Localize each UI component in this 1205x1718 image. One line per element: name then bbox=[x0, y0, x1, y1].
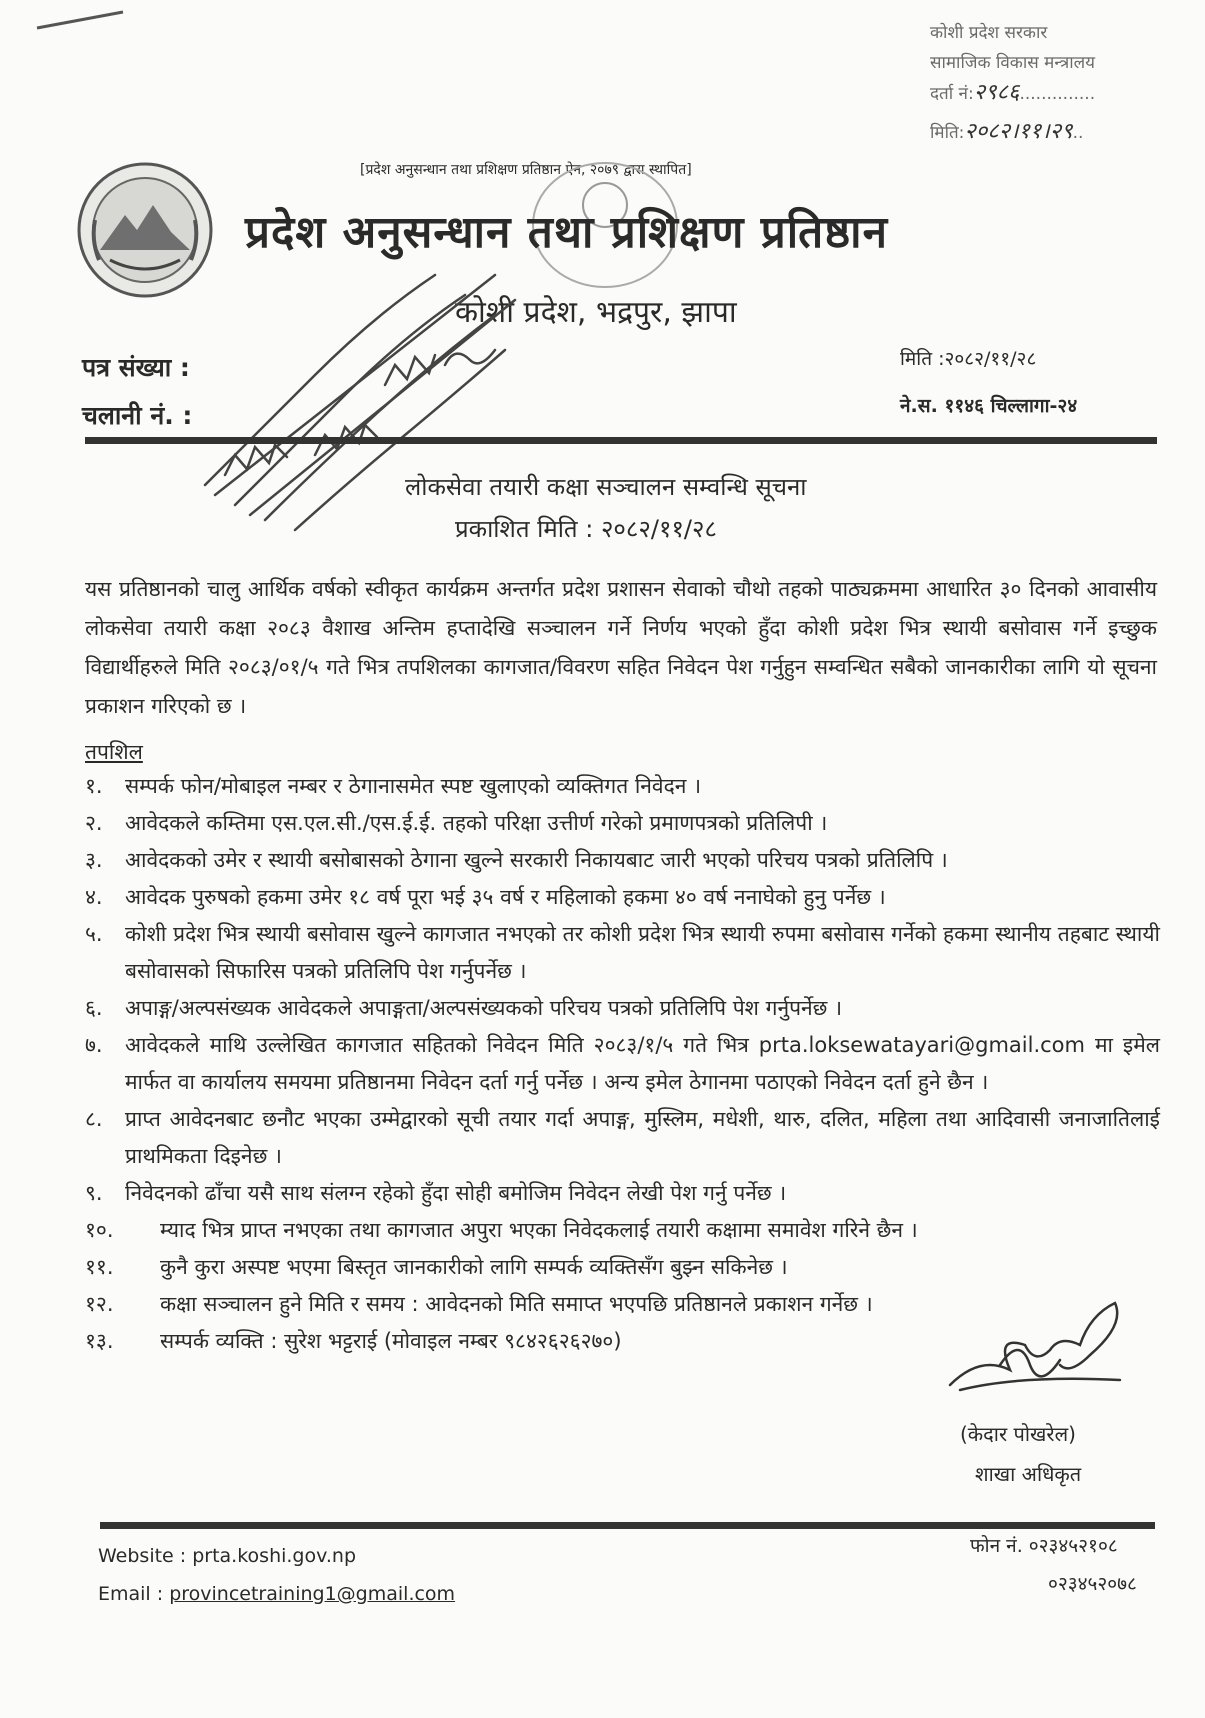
chalani-label: चलानी नं. : bbox=[82, 401, 193, 430]
signatory-name: (केदार पोखरेल) bbox=[960, 1422, 1076, 1446]
letter-date: मिति :२०८२/११/२८ bbox=[900, 348, 1037, 370]
item-number: २. bbox=[85, 811, 103, 835]
item-number: १३. bbox=[85, 1329, 114, 1353]
notice-subject: लोकसेवा तयारी कक्षा सञ्चालन सम्वन्धि सूचना bbox=[405, 473, 807, 501]
item-number: ९. bbox=[85, 1181, 103, 1205]
item-number: ५. bbox=[85, 922, 103, 946]
list-item bbox=[85, 1249, 1160, 1286]
item-text: म्याद भित्र प्राप्त नभएका तथा कागजात अपुरा भएका निवेदकलाई तयारी कक्षामा समावेश गरिने छैन । bbox=[160, 1218, 918, 1242]
list-item bbox=[85, 805, 1160, 842]
stamp-darta-label: दर्ता नं: bbox=[930, 84, 974, 104]
requirements-list bbox=[85, 768, 1160, 1360]
stamp-darta: दर्ता नं:२९८६.............. bbox=[930, 80, 1096, 105]
notice-body: यस प्रतिष्ठानको चालु आर्थिक वर्षको स्वीकृत कार्यक्रम अन्तर्गत प्रदेश प्रशासन सेवाको चौथो तहको पाठ्यक्रममा आधारित ३० दिनको आवासीय लोकसेवा तयारी कक्षा २०८३ वैशाख अन्तिम हप्तादेखि सञ्चालन गर्ने निर्णय भएको हुँदा कोशी प्रदेश भित्र स्थायी बसोवास गर्ने इच्छुक विद्यार्थीहरुले मिति २०८३/०१/५ गते भित्र तपशिलका कागजात/विवरण सहित निवेदन पेश गर्नुहुन सम्वन्धित सबैको जानकारीका लागि यो सूचना प्रकाशन गरिएको छ । bbox=[85, 577, 1157, 718]
list-item bbox=[85, 1027, 1160, 1101]
item-text: अपाङ्ग/अल्पसंख्यक आवेदकले अपाङ्गता/अल्पसंख्यकको परिचय पत्रको प्रतिलिपि पेश गर्नुपर्नेछ । bbox=[125, 996, 843, 1020]
list-item bbox=[85, 879, 1160, 916]
list-item bbox=[85, 1212, 1160, 1249]
item-text: कोशी प्रदेश भित्र स्थायी बसोवास खुल्ने कागजात नभएको तर कोशी प्रदेश भित्र स्थायी रुपमा बसोवास गर्नेको हकमा स्थानीय तहबाट स्थायी बसोवासको सिफारिस पत्रको प्रतिलिपि पेश गर्नुपर्नेछ । bbox=[125, 922, 1160, 983]
footer-phone-2: ०२३४५२०७८ bbox=[1048, 1573, 1137, 1595]
list-item bbox=[85, 1175, 1160, 1212]
list-item bbox=[85, 768, 1160, 805]
item-number: ४. bbox=[85, 885, 103, 909]
stamp-miti-value: २०८२।११।२९ bbox=[964, 119, 1073, 144]
stamp-line-1: कोशी प्रदेश सरकार bbox=[930, 23, 1048, 43]
item-text: आवेदकले कम्तिमा एस.एल.सी./एस.ई.ई. तहको परिक्षा उत्तीर्ण गरेको प्रमाणपत्रको प्रतिलिपी । bbox=[125, 811, 828, 835]
list-item bbox=[85, 916, 1160, 990]
item-text: कक्षा सञ्चालन हुने मिति र समय : आवेदनको मिति समाप्त भएपछि प्रतिष्ठानले प्रकाशन गर्नेछ । bbox=[160, 1292, 873, 1316]
stamp-darta-value: २९८६ bbox=[973, 80, 1020, 105]
item-number: १०. bbox=[85, 1218, 114, 1242]
item-number: ८. bbox=[85, 1107, 103, 1131]
item-text: प्राप्त आवेदनबाट छनौट भएका उम्मेद्वारको सूची तयार गर्दा अपाङ्ग, मुस्लिम, मधेशी, थारु, दलित, महिला तथा आदिवासी जनाजातिलाई प्राथमिकता दिइनेछ । bbox=[125, 1107, 1160, 1168]
establishment-note: [प्रदेश अनुसन्धान तथा प्रशिक्षण प्रतिष्ठान ऐन, २०७९ द्वारा स्थापित] bbox=[360, 162, 692, 178]
item-text: सम्पर्क फोन/मोबाइल नम्बर र ठेगानासमेत स्पष्ट खुलाएको व्यक्तिगत निवेदन । bbox=[125, 774, 702, 798]
list-item bbox=[85, 1101, 1160, 1175]
item-text: निवेदनको ढाँचा यसै साथ संलग्न रहेको हुँदा सोही बमोजिम निवेदन लेखी पेश गर्नु पर्नेछ । bbox=[125, 1181, 787, 1205]
item-number: १. bbox=[85, 774, 103, 798]
stamp-line-2: सामाजिक विकास मन्त्रालय bbox=[930, 53, 1096, 73]
header-rule bbox=[85, 437, 1157, 444]
footer-rule bbox=[100, 1522, 1155, 1529]
tapsil-heading: तपशिल bbox=[85, 740, 143, 764]
footer-website: Website : prta.koshi.gov.np bbox=[98, 1545, 357, 1567]
footer-email-label: Email : bbox=[98, 1583, 170, 1605]
footer-email-link[interactable]: provincetraining1@gmail.com bbox=[169, 1583, 456, 1605]
item-number: १२. bbox=[85, 1292, 114, 1316]
item-text: कुनै कुरा अस्पष्ट भएमा बिस्तृत जानकारीको लागि सम्पर्क व्यक्तिसँग बुझ्न सकिनेछ । bbox=[160, 1255, 788, 1279]
nepal-sambat-date: ने.स. ११४६ चिल्लागा-२४ bbox=[900, 395, 1078, 417]
institution-title: प्रदेश अनुसन्धान तथा प्रशिक्षण प्रतिष्ठान bbox=[245, 207, 888, 258]
stamp-miti-label: मिति: bbox=[930, 123, 965, 143]
item-number: ३. bbox=[85, 848, 103, 872]
pen-mark bbox=[35, 8, 125, 32]
footer-phone-1: फोन नं. ०२३४५२१०८ bbox=[970, 1535, 1118, 1557]
signature bbox=[940, 1295, 1130, 1405]
signatory-designation: शाखा अधिकृत bbox=[975, 1462, 1082, 1486]
patra-sankhya-label: पत्र संख्या : bbox=[82, 353, 190, 382]
list-item bbox=[85, 990, 1160, 1027]
item-text: सम्पर्क व्यक्ति : सुरेश भट्टराई (मोवाइल नम्बर ९८४२६२६२७०) bbox=[160, 1329, 622, 1353]
emblem-logo bbox=[75, 160, 215, 300]
item-number: ११. bbox=[85, 1255, 114, 1279]
item-text: आवेदक पुरुषको हकमा उमेर १८ वर्ष पूरा भई ३५ वर्ष र महिलाको हकमा ४० वर्ष ननाघेको हुनु पर्नेछ । bbox=[125, 885, 886, 909]
footer-email-row bbox=[98, 1583, 455, 1605]
item-number: ६. bbox=[85, 996, 103, 1020]
stamp-miti: मिति:२०८२।११।२९.. bbox=[930, 119, 1084, 144]
item-text: आवेदकले माथि उल्लेखित कागजात सहितको निवेदन मिति २०८३/१/५ गते भित्र prta.loksewatayari@gmail.com मा इमेल मार्फत वा कार्यालय समयमा प्रतिष्ठानमा निवेदन दर्ता गर्नु पर्नेछ । अन्य इमेल ठेगानमा पठाएको निवेदन दर्ता हुने छैन । bbox=[125, 1033, 1160, 1094]
item-text: आवेदकको उमेर र स्थायी बसोबासको ठेगाना खुल्ने सरकारी निकायबाट जारी भएको परिचय पत्रको प्रतिलिपि । bbox=[125, 848, 948, 872]
item-number: ७. bbox=[85, 1033, 103, 1057]
registration-stamp bbox=[930, 18, 1190, 148]
published-date: प्रकाशित मिति : २०८२/११/२८ bbox=[455, 515, 717, 543]
list-item bbox=[85, 842, 1160, 879]
institution-address: कोशी प्रदेश, भद्रपुर, झापा bbox=[455, 295, 737, 330]
